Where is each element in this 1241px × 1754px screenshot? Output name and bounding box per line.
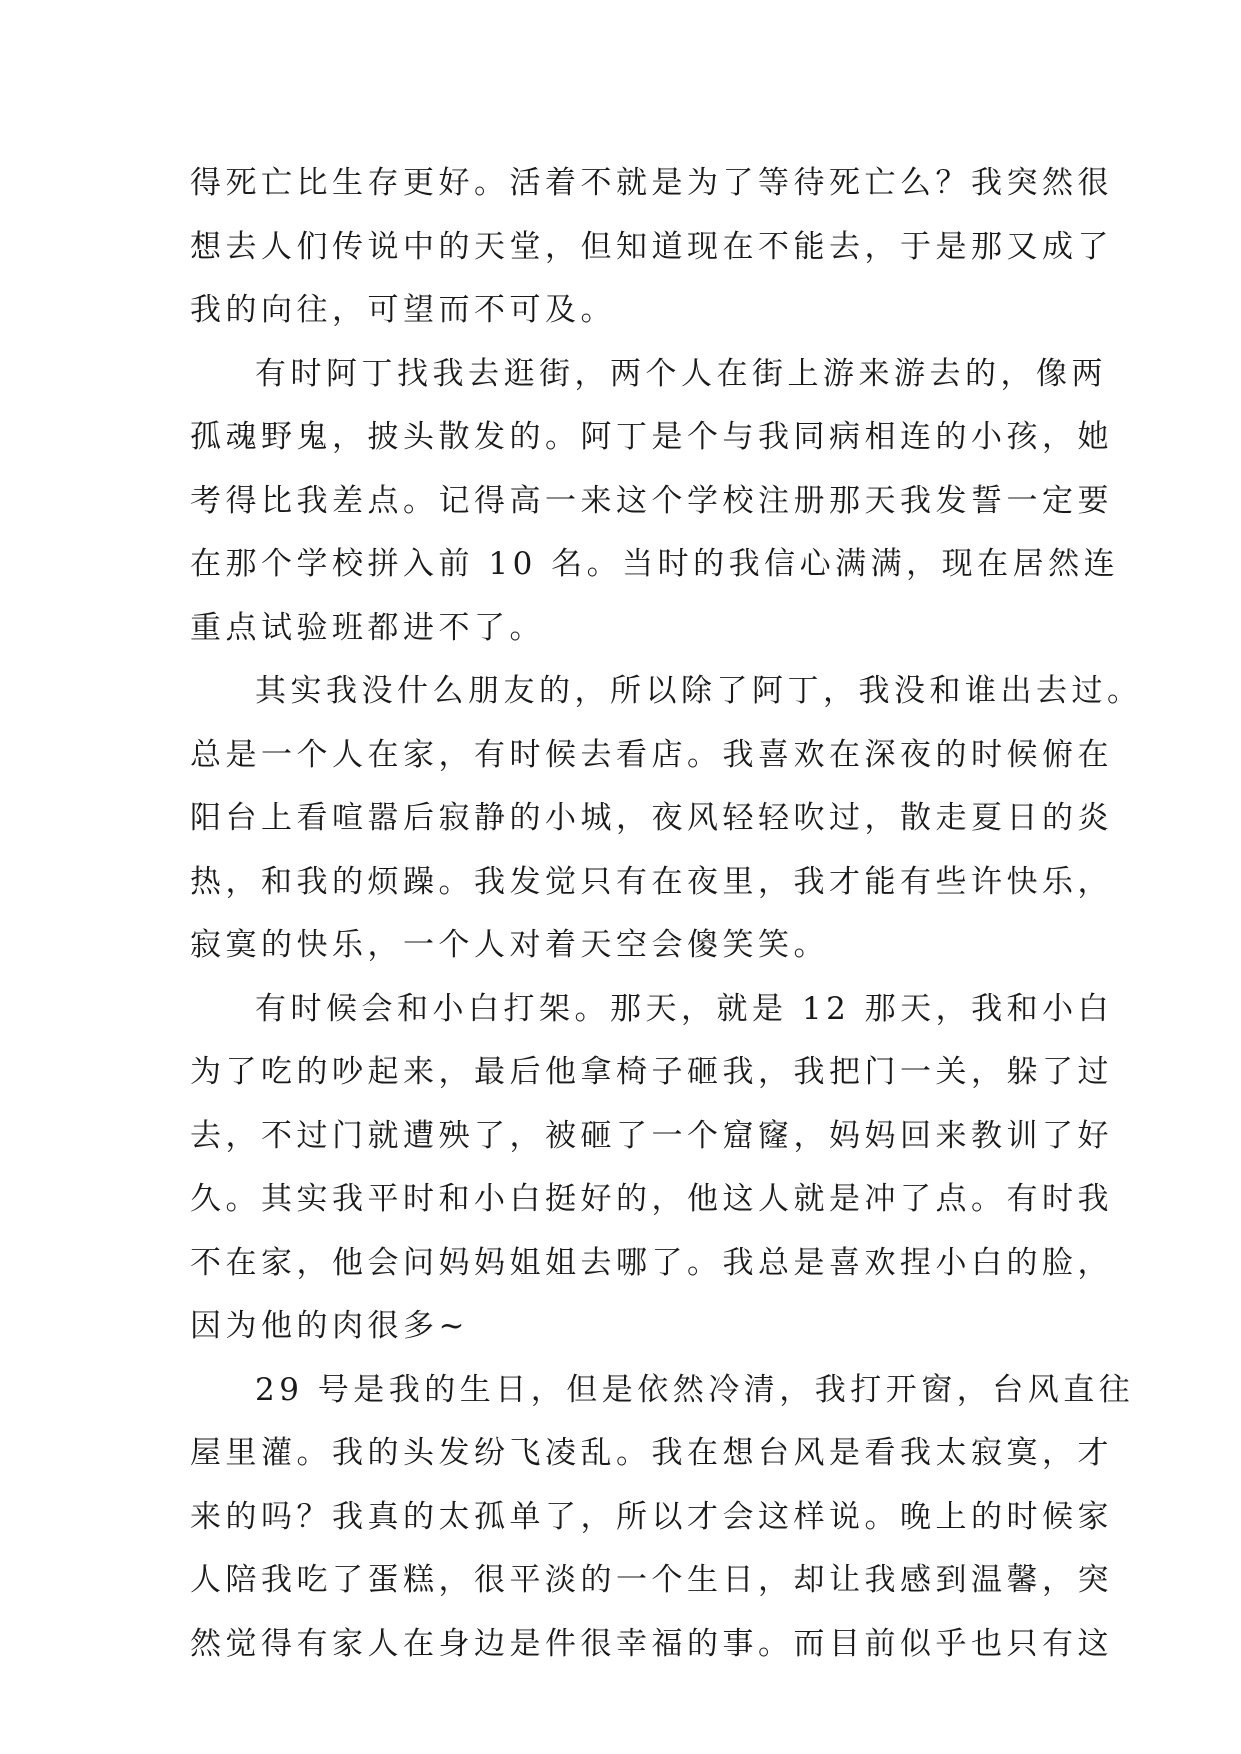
text-line: 为了吃的吵起来，最后他拿椅子砸我，我把门一关，躲了过 (190, 1054, 1113, 1090)
text-line: 人陪我吃了蛋糕，很平淡的一个生日，却让我感到温馨，突 (190, 1562, 1113, 1598)
text-line: 重点试验班都进不了。 (190, 609, 545, 646)
text-line: 热，和我的烦躁。我发觉只有在夜里，我才能有些许快乐， (190, 863, 1113, 900)
paragraph-first-line: 其实我没什么朋友的，所以除了阿丁，我没和谁出去过。 (255, 673, 1143, 709)
text-line: 来的吗？我真的太孤单了，所以才会这样说。晚上的时候家 (190, 1498, 1113, 1535)
text-line: 在那个学校拼入前 10 名。当时的我信心满满，现在居然连 (190, 546, 1120, 582)
text-line: 总是一个人在家，有时候去看店。我喜欢在深夜的时候俯在 (190, 736, 1113, 773)
text-line: 久。其实我平时和小白挺好的，他这人就是冲了点。有时我 (190, 1181, 1113, 1217)
text-line: 不在家，他会问妈妈姐姐去哪了。我总是喜欢捏小白的脸， (190, 1244, 1113, 1281)
text-line: 因为他的肉很多~ (190, 1308, 469, 1344)
text-line: 我的向往，可望而不可及。 (190, 292, 616, 328)
text-line: 孤魂野鬼，披头散发的。阿丁是个与我同病相连的小孩，她 (190, 419, 1113, 455)
text-line: 考得比我差点。记得高一来这个学校注册那天我发誓一定要 (190, 482, 1113, 519)
paragraph-first-line: 有时阿丁找我去逛街，两个人在街上游来游去的，像两 (255, 355, 1107, 392)
text-line: 屋里灌。我的头发纷飞凌乱。我在想台风是看我太寂寞，才 (190, 1435, 1113, 1471)
text-line: 然觉得有家人在身边是件很幸福的事。而目前似乎也只有这 (190, 1625, 1113, 1662)
document-body-text (190, 152, 1143, 1676)
text-line: 去，不过门就遭殃了，被砸了一个窟窿，妈妈回来教训了好 (190, 1117, 1113, 1154)
paragraph-first-line: 有时候会和小白打架。那天，就是 12 那天，我和小白 (255, 990, 1114, 1027)
paragraph-first-line: 29 号是我的生日，但是依然冷清，我打开窗，台风直往 (255, 1371, 1135, 1408)
text-line: 想去人们传说中的天堂，但知道现在不能去，于是那又成了 (190, 228, 1113, 265)
text-line: 寂寞的快乐，一个人对着天空会傻笑笑。 (190, 927, 829, 963)
text-line: 阳台上看喧嚣后寂静的小城，夜风轻轻吹过，散走夏日的炎 (190, 800, 1113, 836)
text-line: 得死亡比生存更好。活着不就是为了等待死亡么？我突然很 (190, 165, 1113, 201)
